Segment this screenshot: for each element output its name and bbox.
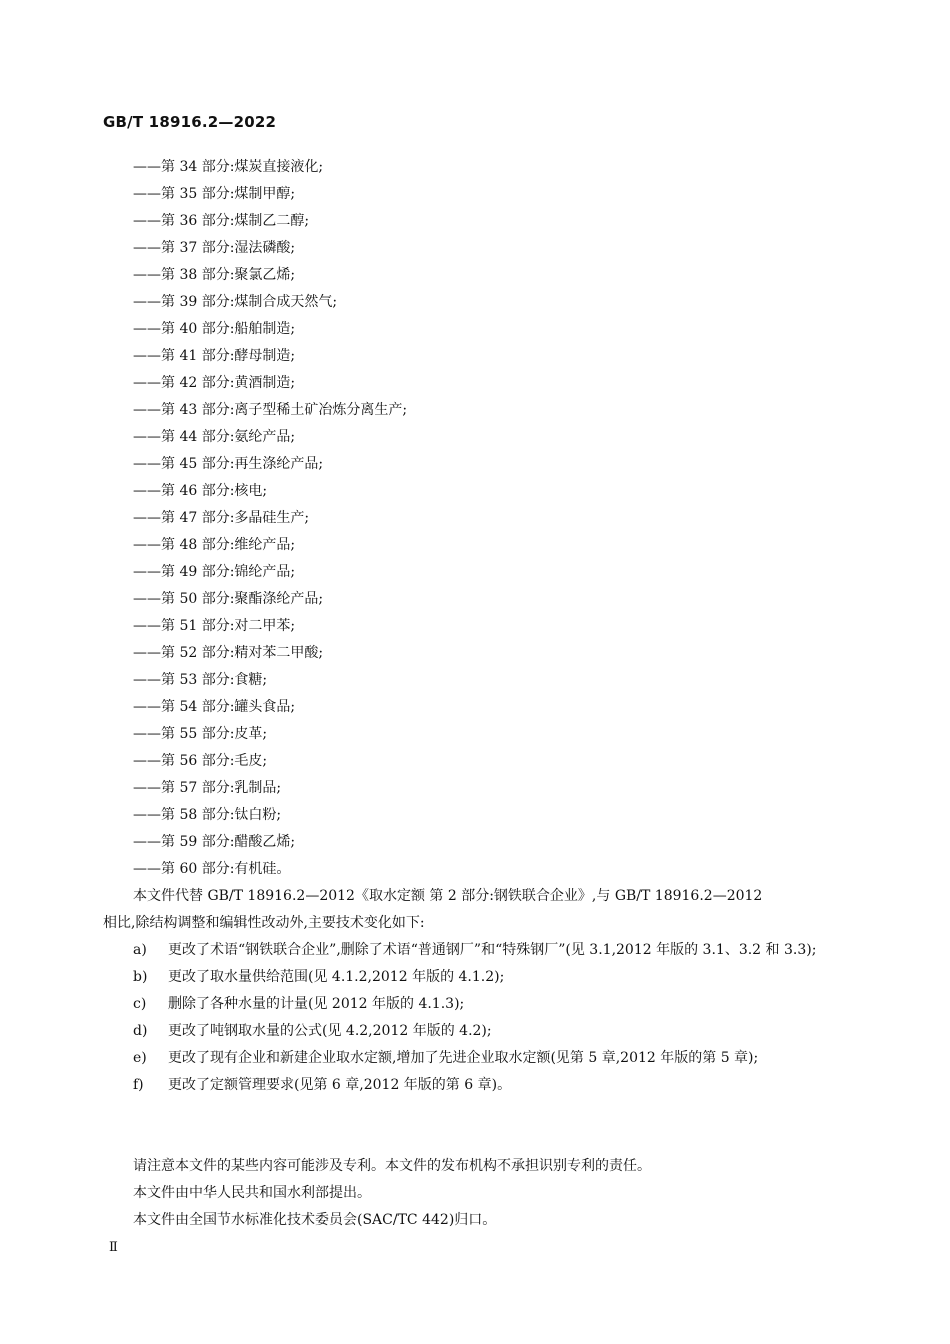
list-item: ——第 42 部分:黄酒制造; xyxy=(133,375,296,391)
list-item: ——第 49 部分:锦纶产品; xyxy=(133,564,296,580)
list-item xyxy=(133,991,843,1018)
list-item: ——第 36 部分:煤制乙二醇; xyxy=(133,213,310,229)
list-marker: a) xyxy=(133,942,147,958)
list-item: ——第 57 部分:乳制品; xyxy=(133,780,282,796)
list-item: ——第 47 部分:多晶硅生产; xyxy=(133,510,310,526)
change-text: 更改了定额管理要求(见第 6 章,2012 年版的第 6 章)。 xyxy=(168,1077,512,1093)
list-marker: f) xyxy=(133,1077,144,1093)
page-number: Ⅱ xyxy=(109,1240,118,1255)
list-item: ——第 43 部分:离子型稀土矿冶炼分离生产; xyxy=(133,402,408,418)
list-item: ——第 55 部分:皮革; xyxy=(133,726,268,742)
change-text: 更改了吨钢取水量的公式(见 4.2,2012 年版的 4.2); xyxy=(168,1023,492,1039)
changes-list xyxy=(133,937,843,1099)
list-marker: e) xyxy=(133,1050,147,1066)
proposer-statement: 本文件由中华人民共和国水利部提出。 xyxy=(133,1185,371,1201)
list-item: ——第 52 部分:精对苯二甲酸; xyxy=(133,645,324,661)
list-item: ——第 56 部分:毛皮; xyxy=(133,753,268,769)
list-item: ——第 48 部分:维纶产品; xyxy=(133,537,296,553)
list-marker: c) xyxy=(133,996,147,1012)
list-item: ——第 37 部分:湿法磷酸; xyxy=(133,240,296,256)
list-item: ——第 40 部分:船舶制造; xyxy=(133,321,296,337)
list-item: ——第 44 部分:氨纶产品; xyxy=(133,429,296,445)
list-item: ——第 50 部分:聚酯涤纶产品; xyxy=(133,591,324,607)
list-item xyxy=(133,1072,843,1099)
list-item xyxy=(133,964,843,991)
change-text: 更改了术语“钢铁联合企业”,删除了术语“普通钢厂”和“特殊钢厂”(见 3.1,2012 年版的 3.1、3.2 和 3.3); xyxy=(168,942,817,958)
list-item: ——第 35 部分:煤制甲醇; xyxy=(133,186,296,202)
list-item: ——第 39 部分:煤制合成天然气; xyxy=(133,294,338,310)
replace-paragraph-line1: 本文件代替 GB/T 18916.2—2012《取水定额 第 2 部分:钢铁联合企业》,与 GB/T 18916.2—2012 xyxy=(133,888,763,904)
list-item: ——第 59 部分:醋酸乙烯; xyxy=(133,834,296,850)
list-marker: d) xyxy=(133,1023,148,1039)
change-text: 更改了取水量供给范围(见 4.1.2,2012 年版的 4.1.2); xyxy=(168,969,505,985)
list-item xyxy=(133,1018,843,1045)
list-item: ——第 58 部分:钛白粉; xyxy=(133,807,282,823)
list-item: ——第 38 部分:聚氯乙烯; xyxy=(133,267,296,283)
change-text: 删除了各种水量的计量(见 2012 年版的 4.1.3); xyxy=(168,996,465,1012)
list-item xyxy=(133,1045,843,1072)
list-marker: b) xyxy=(133,969,148,985)
standard-header: GB/T 18916.2—2022 xyxy=(103,113,277,131)
list-item: ——第 60 部分:有机硅。 xyxy=(133,861,291,877)
list-item: ——第 54 部分:罐头食品; xyxy=(133,699,296,715)
patent-notice: 请注意本文件的某些内容可能涉及专利。本文件的发布机构不承担识别专利的责任。 xyxy=(133,1158,651,1174)
list-item: ——第 51 部分:对二甲苯; xyxy=(133,618,296,634)
replace-paragraph-line2: 相比,除结构调整和编辑性改动外,主要技术变化如下: xyxy=(103,915,425,931)
list-item xyxy=(133,937,843,964)
committee-statement: 本文件由全国节水标准化技术委员会(SAC/TC 442)归口。 xyxy=(133,1212,497,1228)
list-item: ——第 45 部分:再生涤纶产品; xyxy=(133,456,324,472)
list-item: ——第 46 部分:核电; xyxy=(133,483,268,499)
list-item: ——第 34 部分:煤炭直接液化; xyxy=(133,159,324,175)
change-text: 更改了现有企业和新建企业取水定额,增加了先进企业取水定额(见第 5 章,2012 年版的第 5 章); xyxy=(168,1050,759,1066)
parts-list xyxy=(133,154,407,883)
list-item: ——第 53 部分:食糖; xyxy=(133,672,268,688)
list-item: ——第 41 部分:酵母制造; xyxy=(133,348,296,364)
